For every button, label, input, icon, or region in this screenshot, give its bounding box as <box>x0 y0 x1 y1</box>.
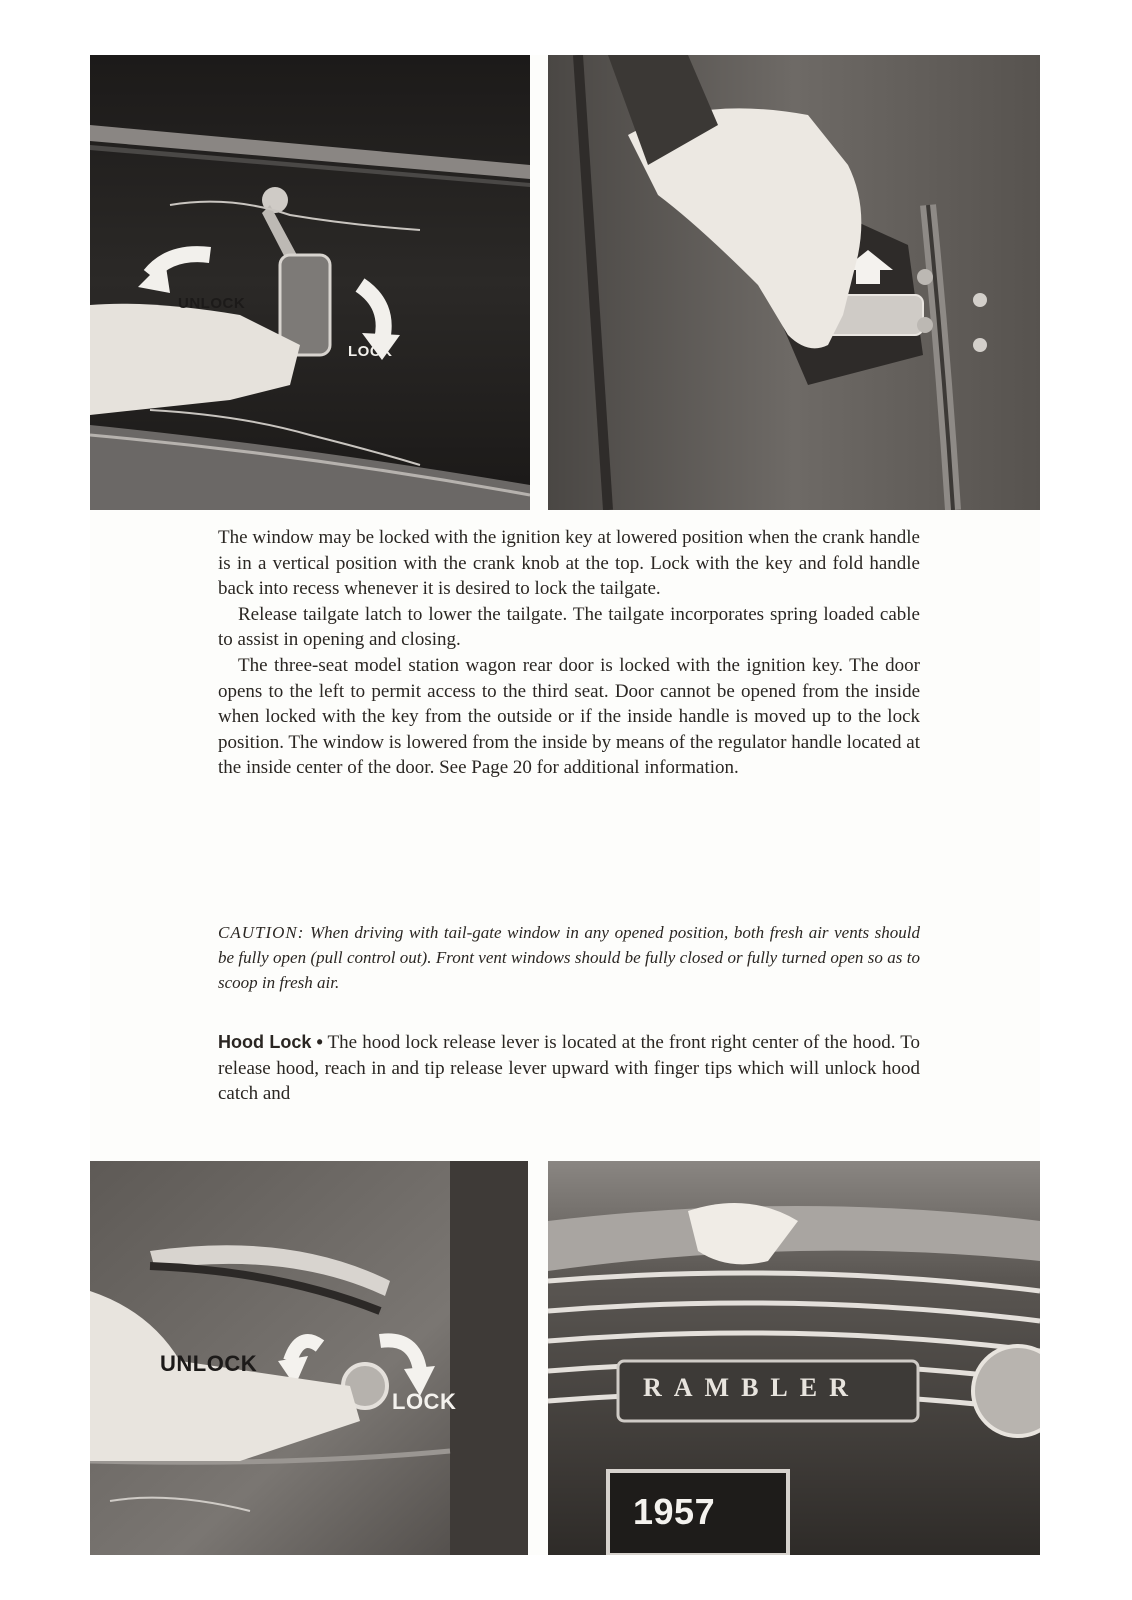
rambler-emblem: RAMBLER <box>643 1373 860 1402</box>
hood-grille-photo <box>548 1161 1040 1555</box>
rear-door-handle-photo <box>548 55 1040 510</box>
body-paragraph-3: The three-seat model station wagon rear door is locked with the ignition key. The door opens to the left to permit access to the third seat. Door cannot be opened from the inside when locked with the key from the outside or if the inside handle is moved up to the lock position. The window is lowered from the inside by means of the regulator handle located at the inside center of the door. See Page 20 for additional information. <box>218 654 920 779</box>
body-text <box>218 525 920 781</box>
caution-label: CAUTION: <box>218 923 305 942</box>
hood-lock-section <box>218 1030 920 1107</box>
body-paragraph-2: Release tailgate latch to lower the tailgate. The tailgate incorporates spring loaded cable to assist in opening and closing. <box>218 603 920 651</box>
tailgate-crank-photo <box>90 55 530 510</box>
caution-text: When driving with tail-gate window in any opened position, both fresh air vents should be fully open (pull control out). Front vent windows should be fully closed or fully turned open so as to scoop in fresh air. <box>218 923 921 992</box>
unlock-label: UNLOCK <box>178 295 246 312</box>
manual-page <box>90 55 1040 1555</box>
door-key-lock-photo <box>90 1161 528 1555</box>
body-paragraph-1: The window may be locked with the ignition key at lowered position when the crank handle is in a vertical position with the crank knob at the top. Lock with the key and fold handle back into recess whenever it is desired to lock the tailgate. <box>218 527 920 600</box>
lock-label: LOCK <box>348 343 393 360</box>
unlock-label: UNLOCK <box>160 1351 258 1376</box>
license-plate: 1957 <box>633 1491 716 1532</box>
bullet-icon: • <box>316 1032 323 1052</box>
caution-note <box>218 920 920 995</box>
hood-lock-text: The hood lock release lever is located at the front right center of the hood. To release hood, reach in and tip release lever upward with finger tips which will unlock hood catch and <box>218 1032 920 1105</box>
lock-label: LOCK <box>392 1389 457 1414</box>
hood-lock-heading: Hood Lock <box>218 1032 312 1052</box>
